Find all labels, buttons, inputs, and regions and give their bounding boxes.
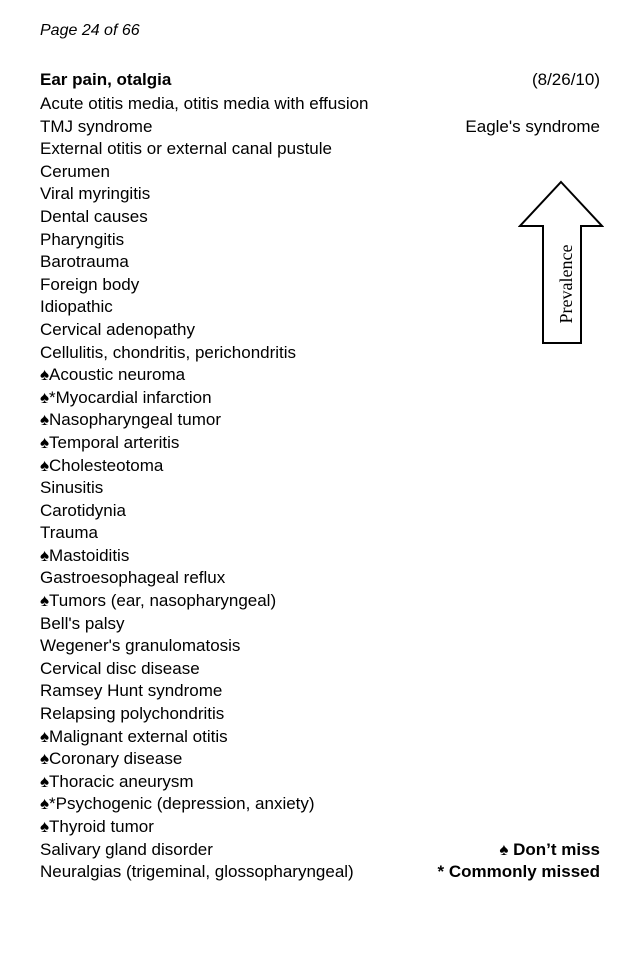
list-item-text: ♠Malignant external otitis	[40, 726, 228, 746]
list-item	[40, 364, 600, 387]
list-item-aside: Eagle's syndrome	[465, 116, 600, 136]
list-item	[40, 251, 600, 274]
list-item-text: Viral myringitis	[40, 184, 151, 204]
list-item	[40, 116, 600, 139]
list-item-text: ♠Cholesteotoma	[40, 455, 164, 475]
list-item-text: Cervical adenopathy	[40, 319, 195, 339]
list-item	[40, 522, 600, 545]
list-item	[40, 703, 600, 726]
list-item	[40, 319, 600, 342]
list-item-aside: * Commonly missed	[437, 862, 600, 882]
list-item-text: ♠Thoracic aneurysm	[40, 771, 194, 791]
list-item	[40, 229, 600, 252]
list-item	[40, 455, 600, 478]
differential-list	[40, 93, 600, 884]
list-item-text: Cellulitis, chondritis, perichondritis	[40, 342, 297, 362]
list-item-text: Ramsey Hunt syndrome	[40, 681, 223, 701]
list-item-text: ♠*Myocardial infarction	[40, 387, 212, 407]
list-item-text: Pharyngitis	[40, 229, 125, 249]
list-item	[40, 748, 600, 771]
list-item	[40, 545, 600, 568]
list-item	[40, 500, 600, 523]
list-item	[40, 183, 600, 206]
list-item-text: Dental causes	[40, 206, 148, 226]
list-item-text: Gastroesophageal reflux	[40, 568, 226, 588]
page-title: Ear pain, otalgia	[40, 70, 172, 89]
prevalence-arrow-icon	[518, 180, 604, 346]
date-label: (8/26/10)	[531, 70, 600, 89]
list-item	[40, 726, 600, 749]
list-item	[40, 839, 600, 862]
list-item-text: Relapsing polychondritis	[40, 704, 225, 724]
page-number: Page 24 of 66	[40, 22, 140, 39]
list-item-text: ♠Mastoiditis	[40, 545, 130, 565]
list-item-text: ♠Tumors (ear, nasopharyngeal)	[40, 591, 277, 611]
list-item	[40, 342, 600, 365]
list-item-text: Sinusitis	[40, 478, 104, 498]
list-item-text: Cervical disc disease	[40, 658, 200, 678]
list-item-text: Salivary gland disorder	[40, 839, 213, 859]
list-item-text: ♠Nasopharyngeal tumor	[40, 410, 222, 430]
list-item	[40, 680, 600, 703]
list-item	[40, 816, 600, 839]
list-item	[40, 793, 600, 816]
list-item-text: Foreign body	[40, 274, 140, 294]
list-item	[40, 274, 600, 297]
list-item	[40, 93, 600, 116]
list-item	[40, 206, 600, 229]
list-item-text: Acute otitis media, otitis media with effusion	[40, 94, 369, 113]
list-item-text: ♠*Psychogenic (depression, anxiety)	[40, 794, 315, 814]
list-item	[40, 387, 600, 410]
list-item-text: TMJ syndrome	[40, 116, 153, 136]
list-item-text: ♠Coronary disease	[40, 749, 183, 769]
list-item	[40, 296, 600, 319]
list-item-text: ♠Thyroid tumor	[40, 817, 154, 836]
list-item-text: Wegener's granulomatosis	[40, 636, 241, 656]
list-item	[40, 861, 600, 884]
list-item	[40, 613, 600, 636]
list-item-text: Carotidynia	[40, 500, 126, 520]
list-item-text: Neuralgias (trigeminal, glossopharyngeal)	[40, 862, 354, 882]
list-item	[40, 590, 600, 613]
list-item	[40, 138, 600, 161]
list-item-text: Barotrauma	[40, 252, 129, 272]
list-item	[40, 771, 600, 794]
list-item-text: Trauma	[40, 523, 98, 543]
list-item	[40, 635, 600, 658]
list-item-text: ♠Acoustic neuroma	[40, 365, 186, 385]
list-item	[40, 477, 600, 500]
list-item	[40, 432, 600, 455]
list-item	[40, 161, 600, 184]
prevalence-label: Prevalence	[556, 244, 576, 324]
list-item-text: Idiopathic	[40, 297, 113, 317]
list-item-text: External otitis or external canal pustule	[40, 139, 332, 159]
list-item-text: Bell's palsy	[40, 613, 125, 633]
heading-row	[40, 70, 600, 90]
list-item-text: Cerumen	[40, 161, 110, 181]
list-item-text: ♠Temporal arteritis	[40, 432, 180, 452]
list-item	[40, 658, 600, 681]
list-item	[40, 567, 600, 590]
list-item	[40, 409, 600, 432]
list-item-aside: ♠ Don’t miss	[499, 839, 600, 859]
